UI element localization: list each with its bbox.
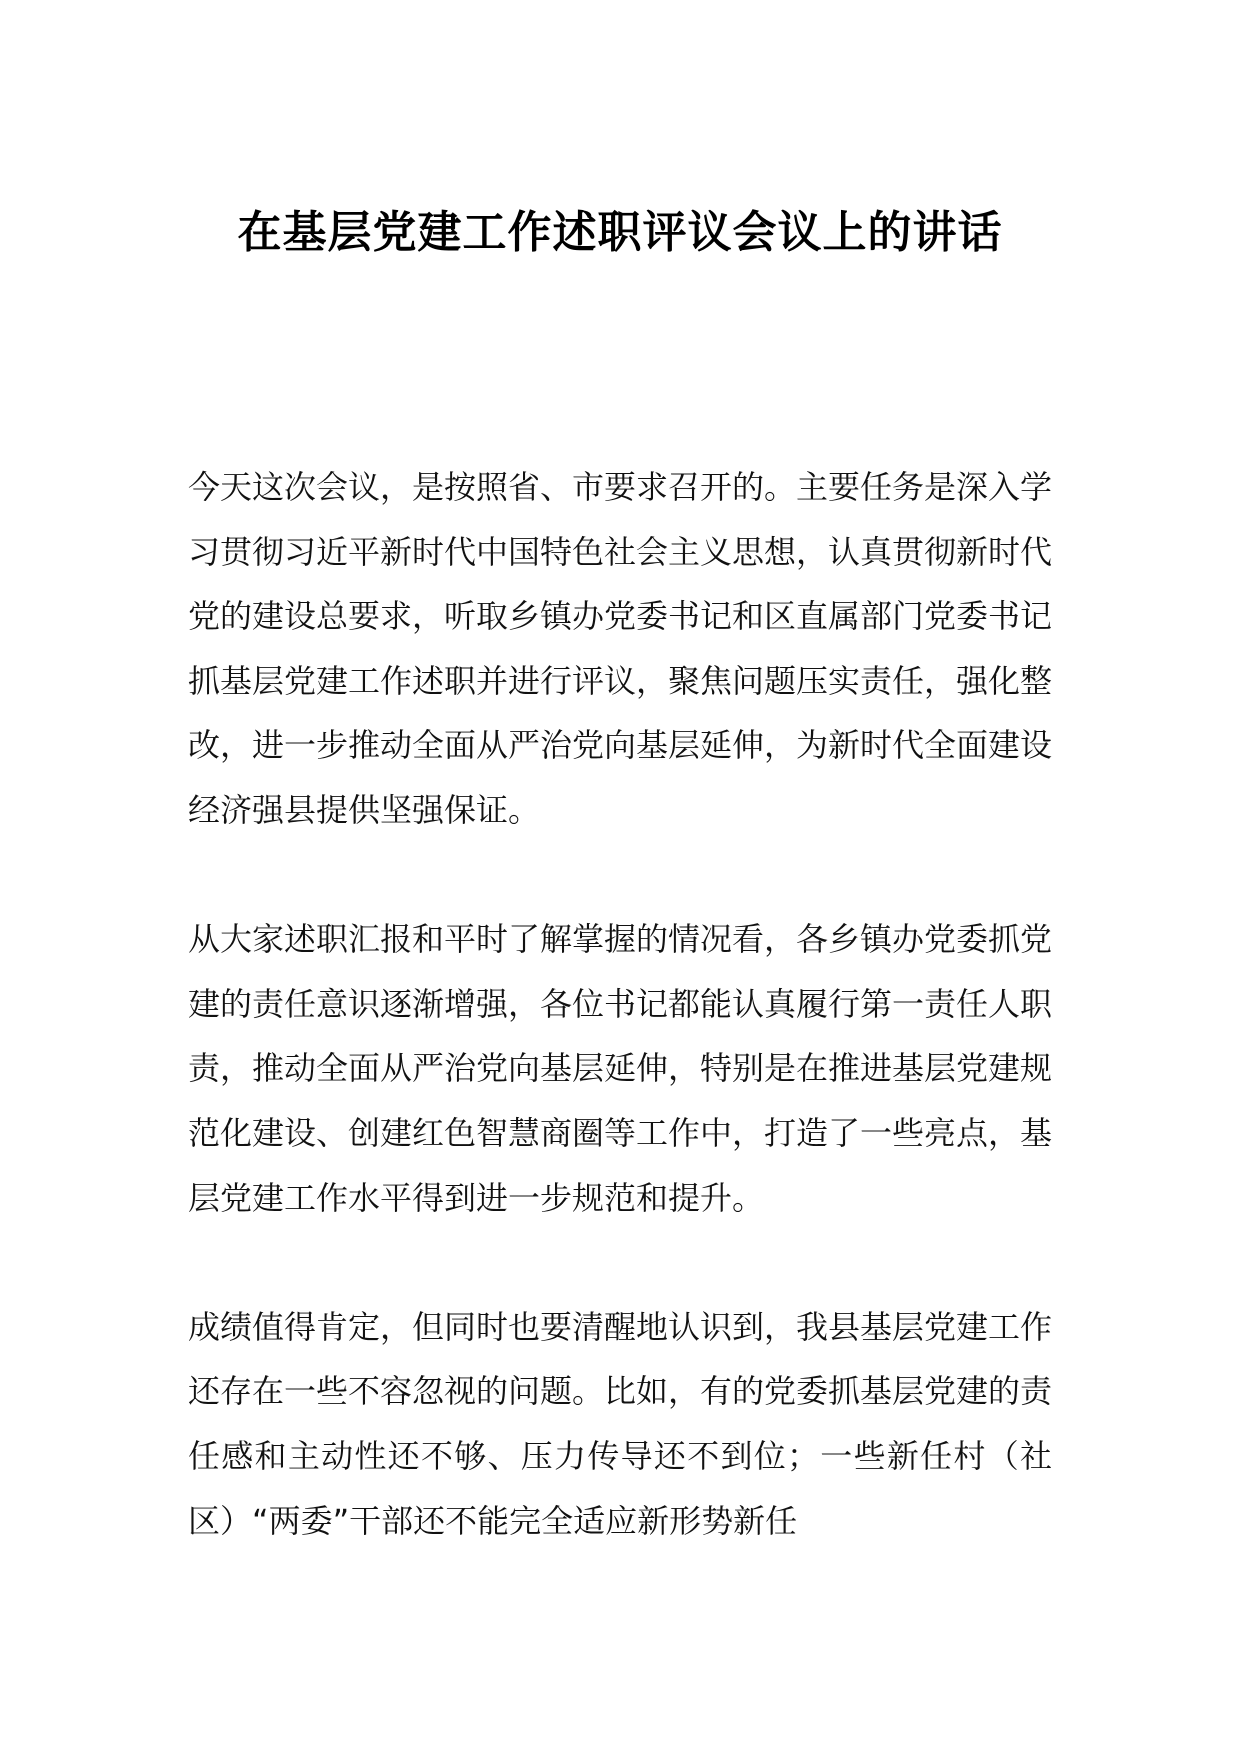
document-title: 在基层党建工作述职评议会议上的讲话	[237, 207, 1003, 258]
document-body	[188, 455, 1052, 1618]
paragraph-2: 从大家述职汇报和平时了解掌握的情况看，各乡镇办党委抓党建的责任意识逐渐增强，各位书记都能认真履行第一责任人职责，推动全面从严治党向基层延伸，特别是在推进基层党建规范化建设、创建红色智慧商圈等工作中，打造了一些亮点，基层党建工作水平得到进一步规范和提升。	[188, 920, 1053, 1217]
paragraph-1: 今天这次会议，是按照省、市要求召开的。主要任务是深入学习贯彻习近平新时代中国特色社会主义思想，认真贯彻新时代党的建设总要求，听取乡镇办党委书记和区直属部门党委书记抓基层党建工作述职并进行评议，聚焦问题压实责任，强化整改，进一步推动全面从严治党向基层延伸，为新时代全面建设经济强县提供坚强保证。	[188, 468, 1053, 829]
paragraph-3: 成绩值得肯定，但同时也要清醒地认识到，我县基层党建工作还存在一些不容忽视的问题。比如，有的党委抓基层党建的责任感和主动性还不够、压力传导还不到位；一些新任村（社区）“两委”干部还不能完全适应新形势新任	[188, 1307, 1053, 1540]
